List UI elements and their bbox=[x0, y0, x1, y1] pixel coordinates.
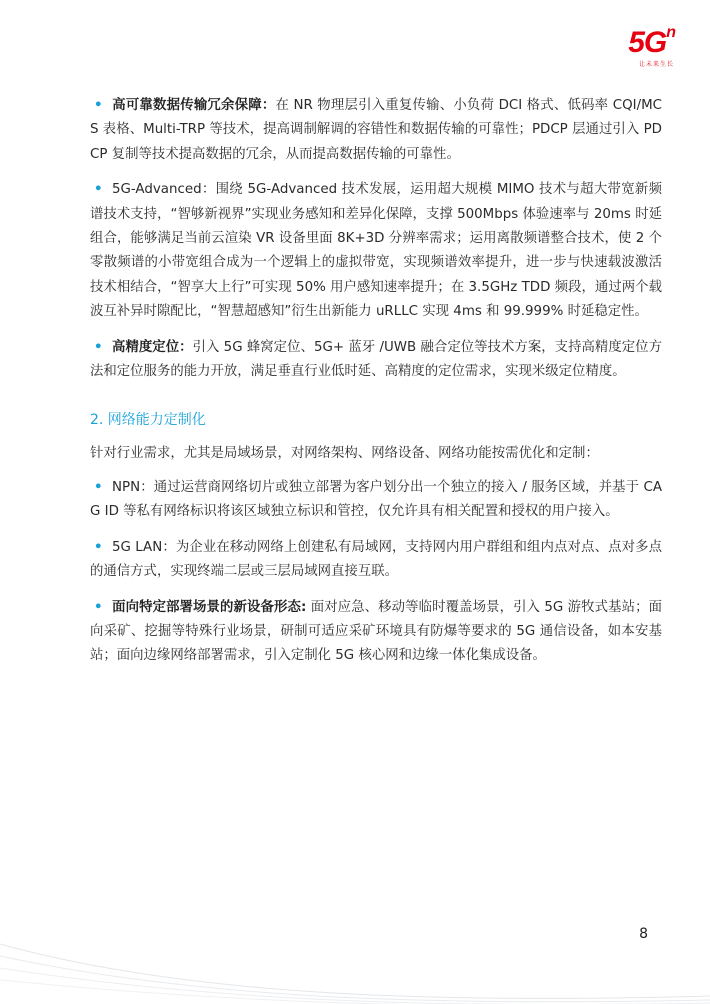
logo-wordmark bbox=[596, 24, 676, 59]
logo-slogan: 让未来生长 bbox=[638, 61, 674, 68]
decorative-wave-lines bbox=[0, 884, 710, 1004]
bullet-text: 在 NR 物理层引入重复传输、小负荷 DCI 格式、低码率 CQI/MCS 表格、Multi-TRP 等技术，提高调制解调的容错性和数据传输的可靠性；PDCP 层通过引入 PDCP 复制等技术提高数据的冗余，从而提高数据传输的可靠性。 bbox=[90, 98, 662, 162]
section-intro: 针对行业需求，尤其是局域场景，对网络架构、网络设备、网络功能按需优化和定制： bbox=[90, 446, 599, 462]
bullet-term: 高精度定位： bbox=[112, 339, 193, 355]
bullet-text: 面对应急、移动等临时覆盖场景，引入 5G 游牧式基站；面向采矿、挖掘等特殊行业场景，研制可适应采矿环境具有防爆等要求的 5G 通信设备，如本安基站；面向边缘网络部署需求，引入定制化 5G 核心网和边缘一体化集成设备。 bbox=[90, 599, 662, 664]
bullet-icon: • bbox=[94, 479, 103, 495]
bullet-term: 高可靠数据传输冗余保障： bbox=[112, 98, 276, 113]
logo-main-text: 5G bbox=[628, 26, 667, 59]
brand-logo bbox=[596, 24, 676, 68]
bullet-icon: • bbox=[94, 98, 103, 113]
logo-superscript: n bbox=[666, 24, 676, 41]
bullet-paragraph bbox=[90, 476, 662, 525]
bullet-text: NPN：通过运营商网络切片或独立部署为客户划分出一个独立的接入 / 服务区域，并基于 CAG ID 等私有网络标识将该区域独立标识和管控，仅允许具有相关配置和授权的用户接入。 bbox=[90, 479, 662, 520]
bullet-icon: • bbox=[94, 182, 103, 198]
page-number: 8 bbox=[639, 926, 648, 942]
section-heading: 2. 网络能力定制化 bbox=[90, 412, 206, 429]
bullet-term: 面向特定部署场景的新设备形态: bbox=[112, 599, 307, 615]
bullet-text: 5G-Advanced：围绕 5G-Advanced 技术发展，运用超大规模 MIMO 技术与超大带宽新频谱技术支持，“智够新视界”实现业务感知和差异化保障，支撑 500Mbps 体验速率与 20ms 时延组合，能够满足当前云渲染 VR 设备里面 8K+3D 分辨率需求；运用离散频谱整合技术，使 2 个零散频谱的小带宽组合成为一个逻辑上的虚拟带宽，实现频谱效率提升，进一步与快速载波激活技术相结合，“智享大上行”可实现 50% 用户感知速率提升；在 3.5GHz TDD 频段，通过两个载波互补异时隙配比，“智慧超感知”衍生出新能力 uRLLC 实现 4ms 和 99.999% 时延稳定性。 bbox=[90, 182, 662, 320]
bullet-icon: • bbox=[94, 539, 103, 555]
bullet-text: 引入 5G 蜂窝定位、5G+ 蓝牙 /UWB 融合定位等技术方案，支持高精度定位方法和定位服务的能力开放，满足垂直行业低时延、高精度的定位需求，实现米级定位精度。 bbox=[90, 339, 662, 380]
bullet-paragraph bbox=[90, 94, 662, 167]
bullet-paragraph bbox=[90, 536, 662, 585]
document-body bbox=[90, 94, 662, 680]
bullet-list-top bbox=[90, 94, 662, 384]
bullet-paragraph bbox=[90, 336, 662, 385]
bullet-icon: • bbox=[94, 339, 103, 355]
bullet-paragraph bbox=[90, 178, 662, 324]
bullet-paragraph bbox=[90, 596, 662, 669]
bullet-text: 5G LAN：为企业在移动网络上创建私有局域网，支持网内用户群组和组内点对点、点对多点的通信方式，实现终端二层或三层局域网直接互联。 bbox=[90, 539, 662, 580]
bullet-list-bottom bbox=[90, 476, 662, 669]
bullet-icon: • bbox=[94, 599, 103, 615]
